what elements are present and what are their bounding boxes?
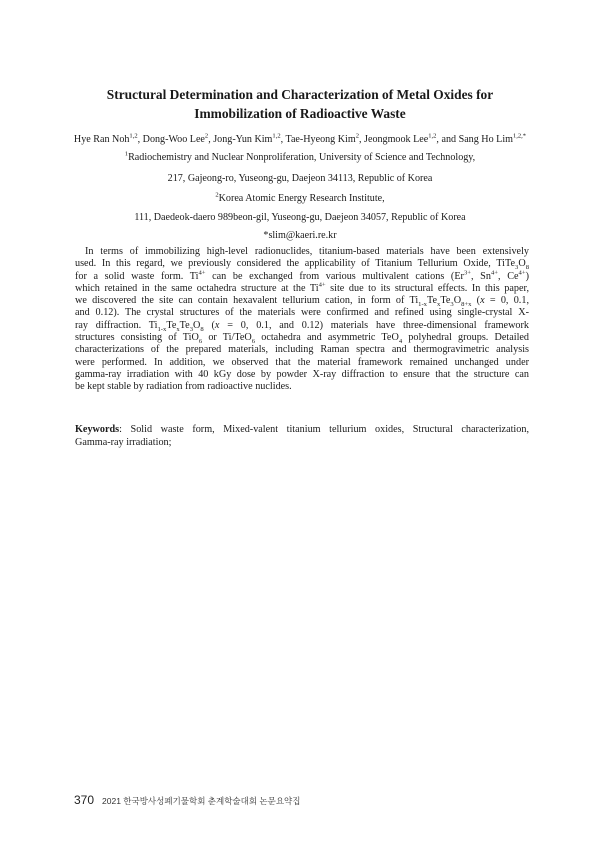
abstract-line: for a solid waste form. $Ti^{4+}$ can be exchanged from various multivalent cations ($Er^{3+}$, $Sn^{4+}$, $Ce^{4+}$) — [75, 269, 529, 282]
author-and: and — [441, 134, 457, 145]
proceedings-title: 2021 한국방사성폐기물학회 춘계학술대회 논문요약집 — [102, 796, 301, 806]
abstract-line: In terms of immobilizing high-level radionuclides, titanium-based materials have been extensively — [85, 246, 529, 257]
affiliation-1-line-1 — [30, 151, 570, 164]
keywords-line: Gamma-ray irradiation; — [75, 436, 172, 448]
author-name: Sang Ho Lim — [458, 134, 513, 145]
keywords-label: Keywords — [75, 424, 120, 435]
affiliation-2-line-2: 111, Daedeok-daero 989beon-gil, Yuseong-gu, Daejeon 34057, Republic of Korea — [134, 212, 466, 223]
affiliation-2-line-1 — [30, 192, 570, 205]
author-affiliation-sup: 1,2,* — [512, 132, 527, 140]
abstract — [75, 246, 529, 394]
author-name: Dong-Woo Lee — [142, 134, 205, 145]
affiliation-1-line-2: 217, Gajeong-ro, Yuseong-gu, Daejeon 34113, Republic of Korea — [167, 173, 433, 184]
author-name: Jong-Yun Kim — [213, 134, 273, 145]
abstract-line: ray diffraction. $Ti_{1-x}Te_xTe_3O_8$ (x = 0, 0.1, and 0.12) materials have three-dimensional framework — [75, 319, 530, 333]
keywords — [75, 424, 529, 449]
abstract-line: structures consisting of TiO$_6$ or Ti/TeO$_6$ octahedra and asymmetric TeO$_4$ polyhedral groups. Detailed — [75, 332, 530, 346]
affiliation-1-text: Radiochemistry and Nuclear Nonproliferation, University of Science and Technology, — [128, 152, 476, 163]
affiliation-2-text: Korea Atomic Energy Research Institute, — [218, 193, 385, 204]
author-affiliation-sup: 1,2 — [129, 132, 138, 140]
affiliation-1-sup: 1 — [124, 150, 129, 158]
author-list: Hye Ran Noh$^{1,2}$, Dong-Woo Lee$^2$, Jong-Yun Kim$^{1,2}$, Tae-Hyeong Kim$^2$, Jeongmook Lee$^{1,2}$, and Sang Ho Lim$^{1,2,*}$ — [73, 132, 527, 145]
abstract-line: gamma-ray irradiation with 40 kGy dose by powder X-ray diffraction to ensure that the structure can — [75, 368, 529, 380]
author-name: Jeongmook Lee — [364, 134, 429, 145]
paper-title — [60, 85, 540, 123]
abstract-line: used. In this regard, we previously considered the applicability of Titanium Tellurium Oxide, $TiTe_3O_8$ — [75, 258, 529, 272]
abstract-line: which retained in the same octahedra structure at the $Ti^{4+}$ site due to its structural effects. In this paper, — [75, 281, 529, 294]
abstract-line: and 0.12). The crystal structures of the materials were confirmed and refined using single-crystal X- — [75, 307, 529, 319]
keywords-line: Keywords: Solid waste form, Mixed-valent titanium tellurium oxides, Structural characterization, — [75, 424, 529, 435]
author-name: Hye Ran Noh — [73, 134, 130, 145]
title-line-1: Structural Determination and Characterization of Metal Oxides for — [106, 87, 494, 102]
author-affiliation-sup: 2 — [355, 132, 359, 140]
page-number: 370 — [74, 793, 95, 807]
abstract-line: were performed. In addition, we observed that the material framework remained unchanged under — [75, 356, 529, 368]
abstract-line: we discovered the site can contain hexavalent tellurium cation, in form of $Ti_{1-x}Te_xTe_3O_{8+x}$ (x = 0, 0.1, — [75, 295, 529, 309]
author-affiliation-sup: 1,2 — [428, 132, 437, 140]
title-line-2: Immobilization of Radioactive Waste — [194, 106, 406, 121]
author-affiliation-sup: 1,2 — [272, 132, 281, 140]
author-name: Tae-Hyeong Kim — [285, 134, 356, 145]
page-footer — [74, 793, 300, 807]
abstract-line: be kept stable by radiation from radioactive nuclides. — [75, 381, 292, 393]
abstract-line: characterizations of the prepared materials, including Raman spectra and thermogravimetric analysis — [75, 344, 529, 356]
author-affiliation-sup: 2 — [204, 132, 209, 140]
corresponding-email: *slim@kaeri.re.kr — [263, 230, 337, 241]
affiliation-2-sup: 2 — [215, 191, 219, 199]
